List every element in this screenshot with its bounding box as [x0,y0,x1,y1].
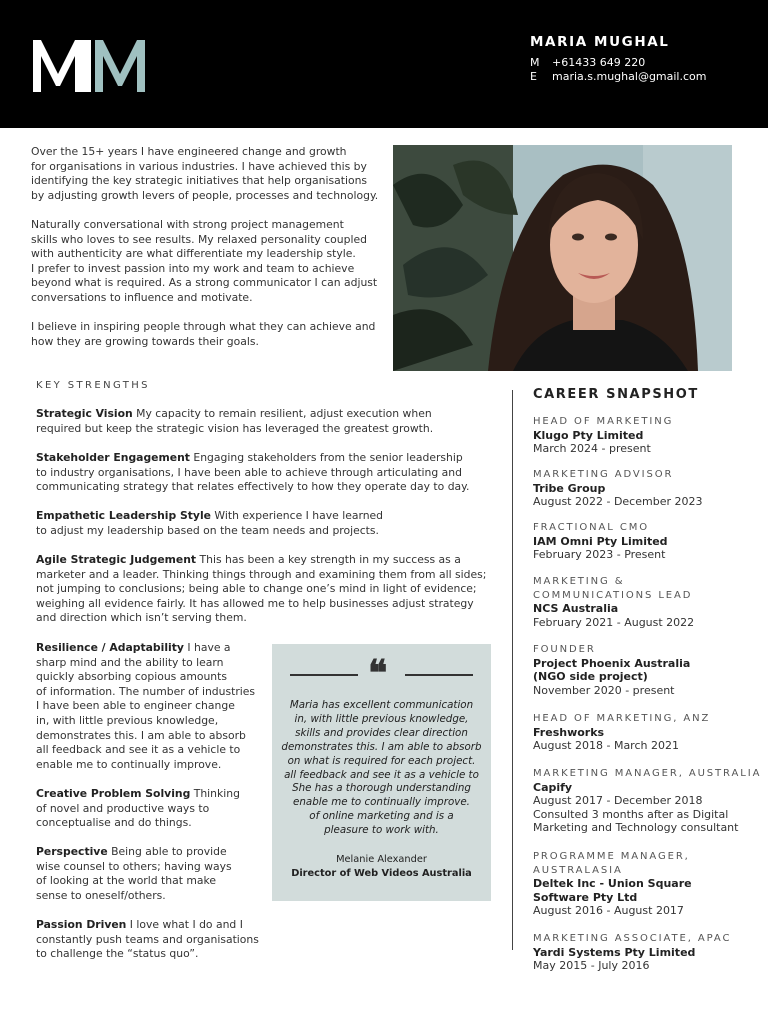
strength-item [36,641,255,772]
job-role: HEAD OF MARKETING, ANZ [533,713,711,724]
intro-paragraph: Over the 15+ years I have engineered change and growth for organisations in various industries. I have achieved this by identifying the key strategic initiatives that help organisations by adjusting growth levers of people, processes and technology. [31,145,379,202]
strength-item [36,509,383,538]
intro-paragraph: Naturally conversational with strong project management skills who loves to see results. My relaxed personality coupled with authenticity are what differentiate my leadership style. I prefer to invest passion into my work and team to achieve beyond what is required. As a strong communicator I can adjust conversations to influence and motivate. [31,217,378,304]
strength-heading: Perspective [36,845,108,858]
career-entry [533,767,761,835]
job-company: IAM Omni Pty Limited [533,534,668,548]
candidate-name: MARIA MUGHAL [530,34,670,50]
email-label: E [530,70,537,83]
strength-heading: Stakeholder Engagement [36,451,190,464]
strength-heading: Empathetic Leadership Style [36,509,211,522]
job-dates: February 2023 - Present [533,548,666,562]
job-company: Capify [533,780,573,794]
email-row [530,70,706,84]
phone-number[interactable]: +61433 649 220 [552,56,646,69]
testimonial-author-title: Director of Web Videos Australia [291,867,472,879]
strength-item [36,787,240,831]
strength-item [36,407,433,436]
job-role: FRACTIONAL CMO [533,522,650,533]
strength-heading: Resilience / Adaptability [36,641,184,654]
job-company: Freshworks [533,725,605,739]
profile-photo [393,145,732,371]
strength-text: My capacity to remain resilient, adjust execution when required but keep the strategic vision has leveraged the greatest growth. [36,407,434,435]
header-bar [0,0,768,128]
testimonial-text: Maria has excellent communication in, with little previous knowledge, skills and provides clear direction demonstrates this. I am able to absorb on what is required for each project. all feedback and see it as a vehicle to She has a thorough understanding enable me to continually improve. of online marketing and is a pleasure to work with. [281,699,482,837]
profile-photo-illustration [393,145,732,371]
job-dates: May 2015 - July 2016 [533,959,650,973]
job-role: HEAD OF MARKETING [533,416,674,427]
strength-heading: Passion Driven [36,918,127,931]
job-dates: November 2020 - present [533,683,675,697]
strength-text: I have a sharp mind and the ability to learn quickly absorbing copious amounts of information. The number of industries I have been able to engineer change in, with little previous knowledge, demonstrates this. I am able to absorb all feedback and see it as a vehicle to enable me to continually improve. [36,641,256,771]
career-entry [533,643,690,697]
strength-item [36,918,259,962]
phone-label: M [530,56,540,69]
strength-heading: Strategic Vision [36,407,133,420]
career-entry [533,575,694,629]
strength-heading: Creative Problem Solving [36,787,191,800]
email-address[interactable]: maria.s.mughal@gmail.com [552,70,707,83]
strength-item [36,553,486,626]
strength-item [36,451,469,495]
strength-heading: Agile Strategic Judgement [36,553,197,566]
job-role: MARKETING ADVISOR [533,469,674,480]
job-role: FOUNDER [533,644,596,655]
strength-item [36,845,232,903]
job-dates: August 2018 - March 2021 [533,739,679,753]
job-role: MARKETING ASSOCIATE, APAC [533,933,732,944]
career-entry [533,850,692,918]
career-entry [533,521,668,562]
job-company: Tribe Group [533,481,606,495]
testimonial-box [272,644,491,901]
strength-text: Engaging stakeholders from the senior leadership to industry organisations, I have been able to achieve through articulating and communicating strategy that relates effectively to how they operate day to day. [36,451,470,494]
strength-text: I love what I do and I constantly push teams and organisations to challenge the “status quo”. [36,918,259,961]
career-entry [533,468,702,509]
job-role: PROGRAMME MANAGER, AUSTRALASIA [533,851,690,876]
career-entry [533,415,673,456]
job-company: Project Phoenix Australia (NGO side project) [533,656,691,684]
mm-logo [33,36,149,92]
strength-text: Being able to provide wise counsel to others; having ways of looking at the world that make sense to oneself/others. [36,845,232,902]
strength-text: This has been a key strength in my success as a marketer and a leader. Thinking things through and examining them from all sides; not jumping to conclusions; being able to change one’s mind in light of evidence; weighing all evidence fairly. It has allowed me to help businesses adjust strategy and direction which isn’t serving them. [36,553,487,625]
job-dates: August 2017 - December 2018 Consulted 3 months after as Digital Marketing and Technology consultant [533,794,739,835]
phone-row [530,56,706,70]
career-snapshot-heading: CAREER SNAPSHOT [533,387,699,402]
job-dates: August 2016 - August 2017 [533,904,684,918]
job-company: Deltek Inc - Union Square Software Pty Ltd [533,877,692,904]
job-dates: March 2024 - present [533,442,651,456]
column-divider [512,390,513,950]
intro-paragraph: I believe in inspiring people through what they can achieve and how they are growing towards their goals. [31,320,376,348]
job-company: NCS Australia [533,602,619,616]
testimonial-author: Melanie Alexander [336,854,427,865]
strength-text: Thinking of novel and productive ways to conceptualise and do things. [36,787,240,830]
testimonial-author-block [272,853,491,880]
career-entry [533,712,710,753]
strength-text: With experience I have learned to adjust my leadership based on the team needs and projects. [36,509,384,537]
job-role: MARKETING MANAGER, AUSTRALIA [533,768,762,779]
job-dates: February 2021 - August 2022 [533,615,695,629]
key-strengths-heading: KEY STRENGTHS [36,380,150,391]
quote-mark-icon: ❝ [368,652,388,694]
job-company: Klugo Pty Limited [533,428,644,442]
job-role: MARKETING & COMMUNICATIONS LEAD [533,576,693,601]
quote-divider [290,674,358,676]
intro-summary [31,145,381,364]
quote-divider [405,674,473,676]
job-dates: August 2022 - December 2023 [533,495,703,509]
career-entry [533,932,731,973]
contact-info [530,56,706,84]
job-company: Yardi Systems Pty Limited [533,945,696,959]
